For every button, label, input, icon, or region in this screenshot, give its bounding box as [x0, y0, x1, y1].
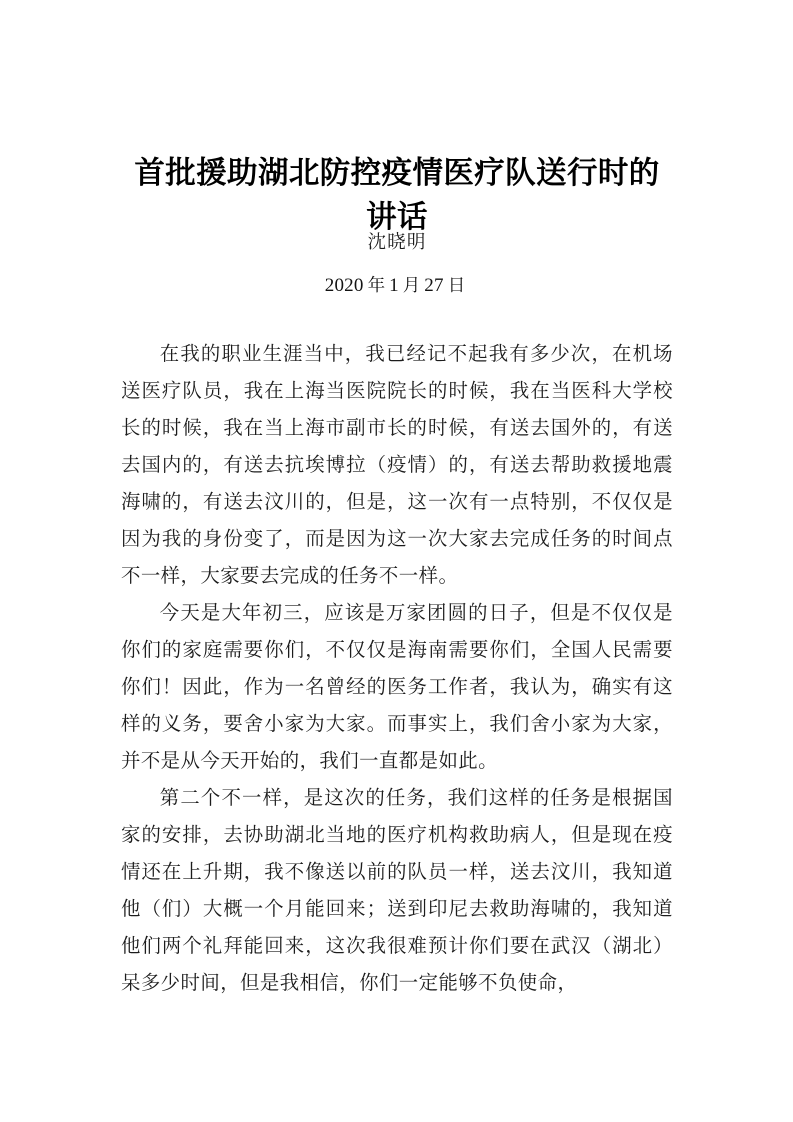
date-month-unit: 月 — [402, 275, 421, 295]
document-author: 沈晓明 — [367, 233, 427, 253]
date-day-number: 27 — [424, 275, 444, 296]
date-month-number: 1 — [389, 275, 399, 296]
document-body — [121, 336, 673, 1002]
date-year-number: 2020 — [324, 275, 364, 296]
date-year-unit: 年 — [367, 275, 386, 295]
page-title: 首批援助湖北防控疫情医疗队送行时的讲话 — [134, 156, 660, 235]
body-paragraph: 第二个不一样，是这次的任务，我们这样的任务是根据国家的安排，去协助湖北当地的医疗机构救助病人，但是现在疫情还在上升期，我不像送以前的队员一样，送去汶川，我知道他（们）大概一个月能回来；送到印尼去救助海啸的，我知道他们两个礼拜能回来，这次我很难预计你们要在武汉（湖北）呆多少时间，但是我相信，你们一定能够不负使命， — [121, 788, 673, 994]
body-paragraph: 今天是大年初三，应该是万家团圆的日子，但是不仅仅是你们的家庭需要你们，不仅仅是海南需要你们，全国人民需要你们！因此，作为一名曾经的医务工作者，我认为，确实有这样的义务，要舍小家为大家。而事实上，我们舍小家为大家，并不是从今天开始的，我们一直都是如此。 — [121, 603, 673, 772]
body-paragraph: 在我的职业生涯当中，我已经记不起我有多少次，在机场送医疗队员，我在上海当医院院长的时候，我在当医科大学校长的时候，我在当上海市副市长的时候，有送去国外的，有送去国内的，有送去抗埃博拉（疫情）的，有送去帮助救援地震海啸的，有送去汶川的，但是，这一次有一点特别，不仅仅是因为我的身份变了，而是因为这一次大家去完成任务的时间点不一样，大家要去完成的任务不一样。 — [121, 344, 673, 587]
document-date — [121, 272, 673, 299]
date-day-unit: 日 — [447, 275, 466, 295]
